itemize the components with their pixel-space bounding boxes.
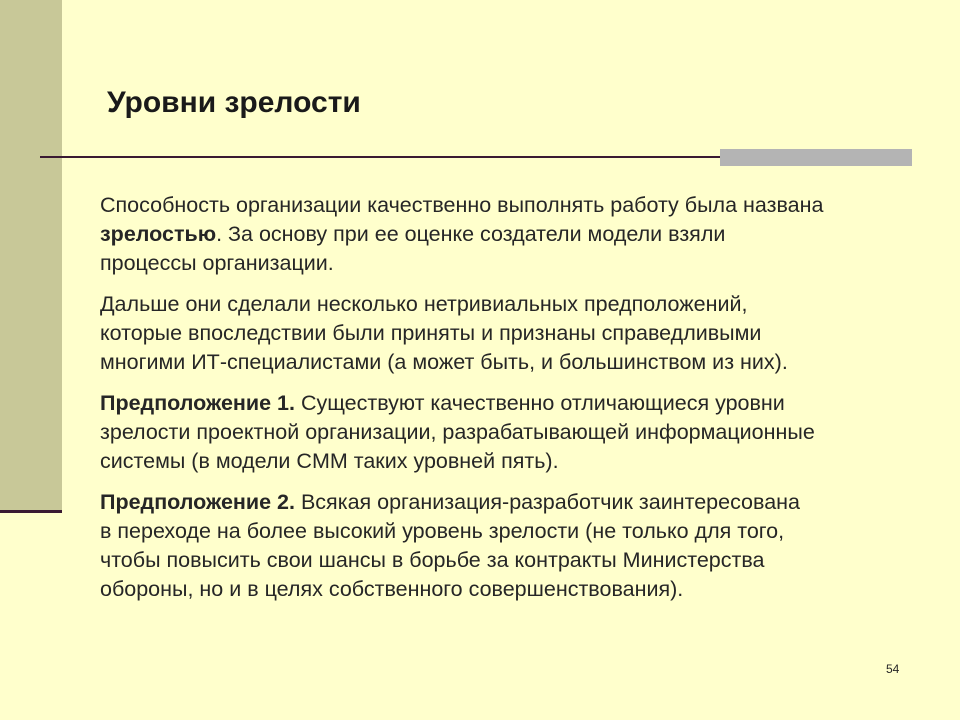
paragraph-text: Существуют качественно отличающиеся уровни [294,391,785,415]
paragraph-text: системы (в модели CMM таких уровней пять). [100,449,559,473]
title-divider-accent [720,149,912,166]
slide-title: Уровни зрелости [107,86,361,119]
paragraph-assumption-1 [100,389,920,476]
paragraph-text: в переходе на более высокий уровень зрелости (не только для того, [100,519,785,543]
slide-number: 54 [886,662,900,676]
paragraph-text: зрелости проектной организации, разрабатывающей информационные [100,420,815,444]
paragraph-assumptions-intro [100,290,920,377]
paragraph-assumption-2 [100,488,920,604]
paragraph-maturity-definition [100,191,920,278]
paragraph-text: Способность организации качественно выполнять работу была названа [100,193,824,217]
paragraph-text: чтобы повысить свои шансы в борьбе за контракты Министерства [100,548,765,572]
assumption-1-label: Предположение 1. [100,391,295,415]
paragraph-text: многими ИТ-специалистами (а может быть, и большинством из них). [100,350,788,374]
assumption-2-label: Предположение 2. [100,490,295,514]
paragraph-text: которые впоследствии были приняты и признаны справедливыми [100,321,762,345]
sidebar-divider [0,510,62,513]
paragraph-text: . За основу при ее оценке создатели модели взяли [216,222,726,246]
paragraph-text: Всякая организация-разработчик заинтересована [294,490,800,514]
term-maturity: зрелостью [100,222,217,246]
paragraph-text: Дальше они сделали несколько нетривиальных предположений, [100,292,748,316]
sidebar-decoration [0,0,62,510]
slide-body [100,191,920,616]
paragraph-text: процессы организации. [100,251,334,275]
paragraph-text: обороны, но и в целях собственного совершенствования). [100,577,684,601]
